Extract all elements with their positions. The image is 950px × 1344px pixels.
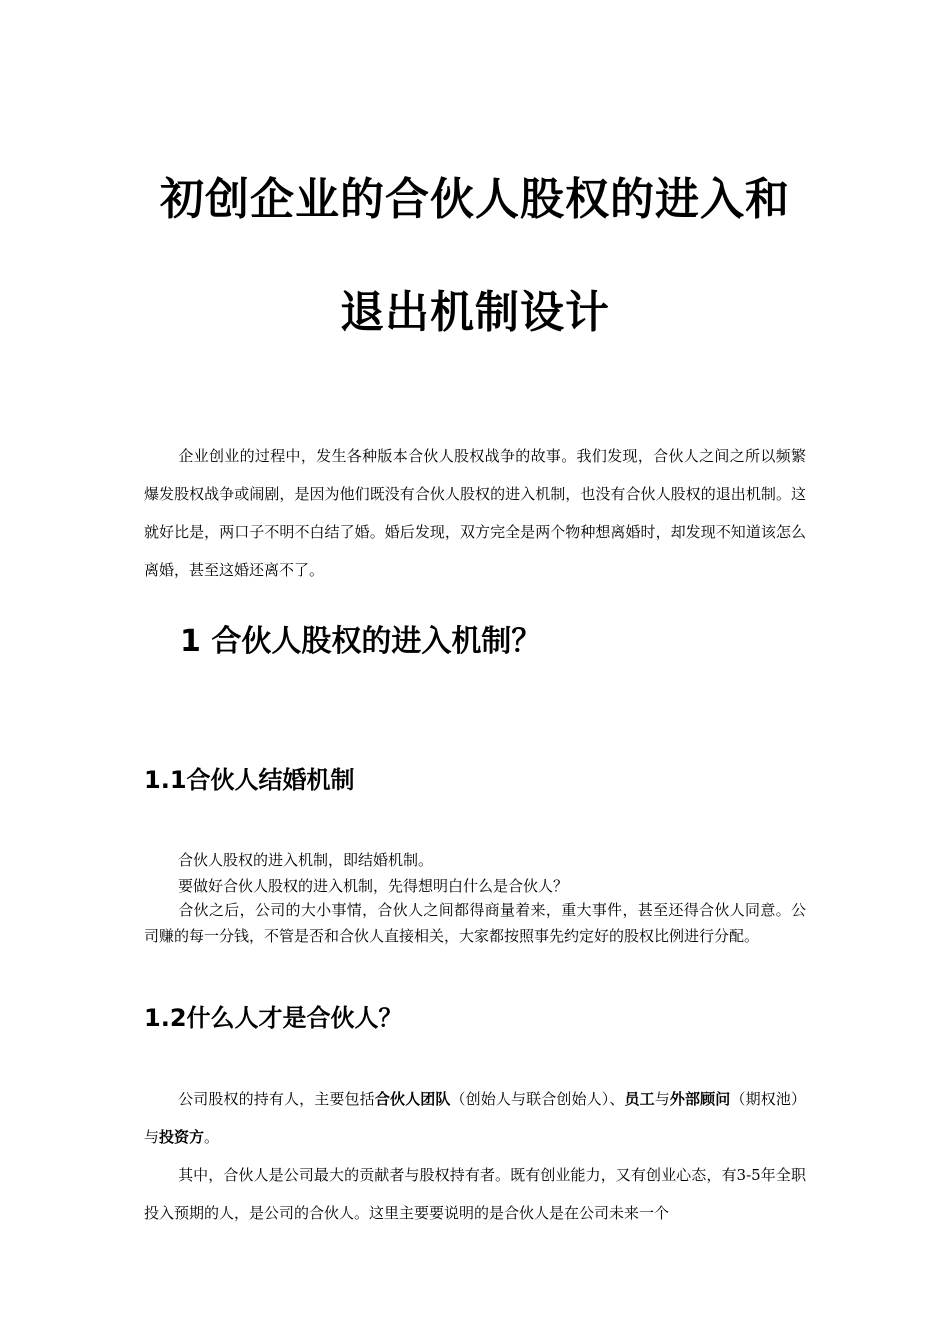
section-1-2-paragraph-2-text: 其中，合伙人是公司最大的贡献者与股权持有者。既有创业能力，又有创业心态，有3-5年全职投入预期的人，是公司的合伙人。这里主要要说明的是合伙人是在公司未来一个 xyxy=(144,1166,806,1222)
term-partner-team: 合伙人团队 xyxy=(374,1090,451,1108)
intro-paragraph xyxy=(144,437,806,589)
p1-text-e: 与 xyxy=(654,1090,670,1108)
term-employees: 员工 xyxy=(624,1090,655,1108)
section-1-1-paragraph-3-text: 合伙之后，公司的大小事情，合伙人之间都得商量着来，重大事件，甚至还得合伙人同意。公司赚的每一分钱，不管是否和合伙人直接相关，大家都按照事先约定好的股权比例进行分配。 xyxy=(144,901,806,945)
document-title-line-2: 退出机制设计 xyxy=(340,287,610,338)
document-title-line-1: 初创企业的合伙人股权的进入和 xyxy=(160,174,790,225)
section-1-1-paragraph-1: 合伙人股权的进入机制，即结婚机制。 xyxy=(178,851,434,869)
section-1-2-paragraph-2 xyxy=(144,1156,806,1232)
section-1-1-paragraph-2: 要做好合伙人股权的进入机制，先得想明白什么是合伙人？ xyxy=(178,877,569,895)
section-1-2-heading: 1.2什么人才是合伙人？ xyxy=(144,1004,403,1032)
p1-text-i: 。 xyxy=(204,1128,220,1146)
section-1-1-paragraph-3 xyxy=(144,897,806,949)
intro-text: 企业创业的过程中，发生各种版本合伙人股权战争的故事。我们发现，合伙人之间之所以频繁爆发股权战争或闹剧，是因为他们既没有合伙人股权的进入机制，也没有合伙人股权的退出机制。这就好比是，两口子不明不白结了婚。婚后发现，双方完全是两个物种想离婚时，却发现不知道该怎么离婚，甚至这婚还离不了。 xyxy=(144,447,806,579)
p1-text-g: （期权池）与 xyxy=(144,1090,806,1146)
term-external-advisors: 外部顾问 xyxy=(669,1090,731,1108)
term-investors: 投资方 xyxy=(159,1128,205,1146)
p1-text-c: （创始人与联合创始人）、 xyxy=(450,1090,625,1108)
p1-text-a: 公司股权的持有人，主要包括 xyxy=(178,1090,375,1108)
section-1-2-paragraph-1 xyxy=(144,1080,806,1156)
section-1-heading: 1 合伙人股权的进入机制？ xyxy=(180,624,542,659)
section-1-1-heading: 1.1合伙人结婚机制 xyxy=(144,766,355,794)
